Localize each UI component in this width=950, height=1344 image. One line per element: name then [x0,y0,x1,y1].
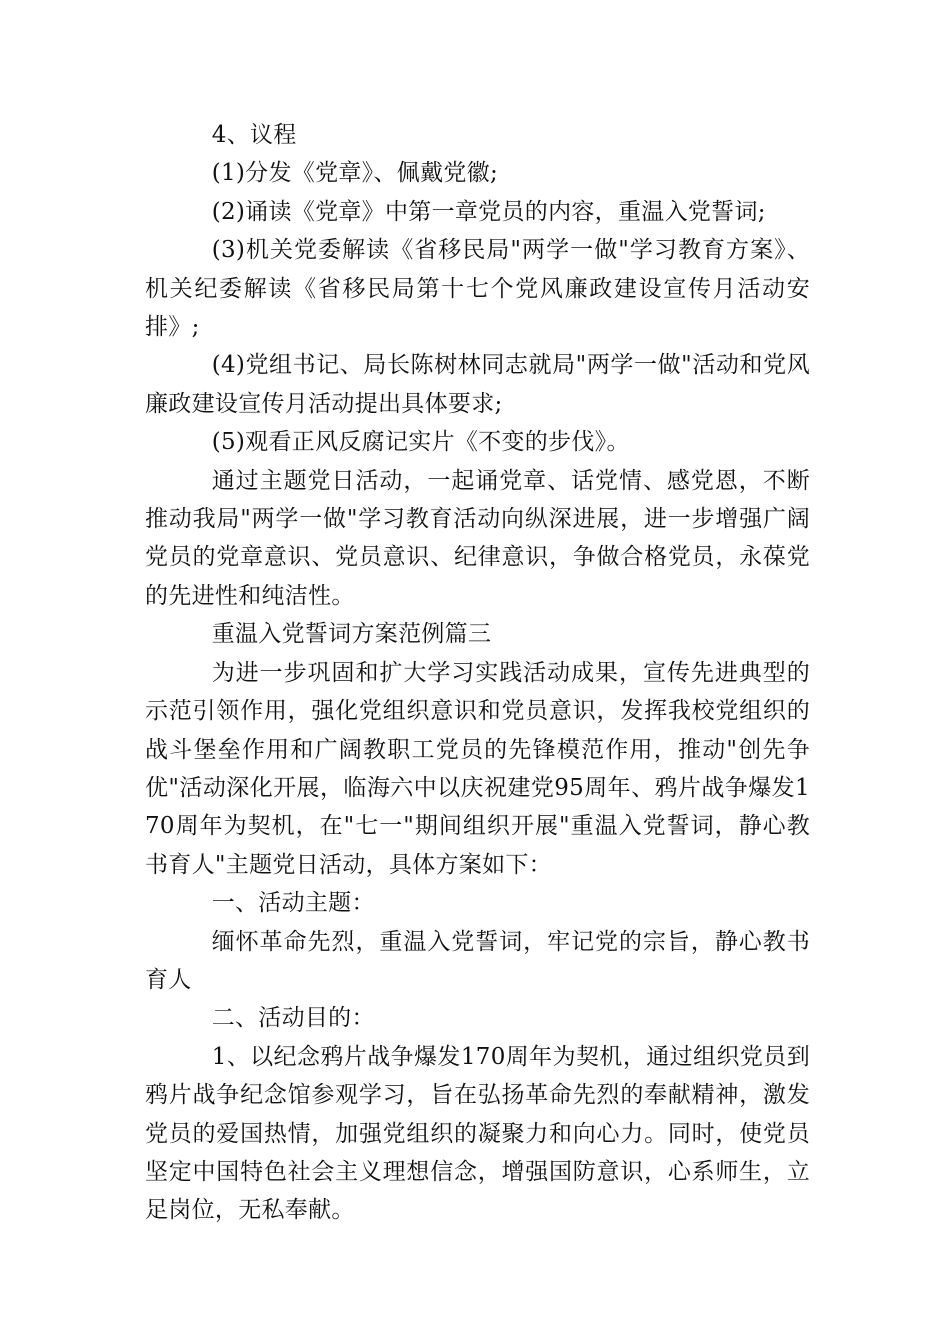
intro-paragraph: 为进一步巩固和扩大学习实践活动成果，宣传先进典型的示范引领作用，强化党组织意识和党员意识，发挥我校党组织的战斗堡垒作用和广阔教职工党员的先锋模范作用，推动"创先争优"活动深化开展，临海六中以庆祝建党95周年、鸦片战争爆发170周年为契机，在"七一"期间组织开展"重温入党誓词，静心教书育人"主题党日活动，具体方案如下： [145,659,810,878]
agenda-item-2: (2)诵读《党章》中第一章党员的内容，重温入党誓词; [211,198,766,225]
theme-paragraph: 缅怀革命先烈，重温入党誓词，牢记党的宗旨，静心教书育人 [145,928,810,993]
agenda-item-3: (3)机关党委解读《省移民局"两学一做"学习教育方案》、机关纪委解读《省移民局第十七个党风廉政建设宣传月活动安排》; [145,237,810,341]
document-body [145,116,810,1230]
section-title: 重温入党誓词方案范例篇三 [211,621,492,648]
purpose-paragraph: 1、以纪念鸦片战争爆发170周年为契机，通过组织党员到鸦片战争纪念馆参观学习，旨在弘扬革命先烈的奉献精神，激发党员的爱国热情，加强党组织的凝聚力和向心力。同时，使党员坚定中国特色社会主义理想信念，增强国防意识，心系师生，立足岗位，无私奉献。 [145,1043,810,1224]
purpose-heading: 二、活动目的： [211,1005,375,1032]
summary-paragraph: 通过主题党日活动，一起诵党章、话党情、感党恩，不断推动我局"两学一做"学习教育活动向纵深进展，进一步增强广阔党员的党章意识、党员意识、纪律意识，争做合格党员，永葆党的先进性和纯洁性。 [145,467,810,609]
theme-heading: 一、活动主题： [211,890,375,917]
agenda-item-1: (1)分发《党章》、佩戴党徽; [211,160,499,187]
agenda-item-5: (5)观看正风反腐记实片《不变的步伐》。 [211,429,630,456]
agenda-heading: 4、议程 [211,122,297,148]
agenda-item-4: (4)党组书记、局长陈树林同志就局"两学一做"活动和党风廉政建设宣传月活动提出具体要求; [145,352,810,417]
